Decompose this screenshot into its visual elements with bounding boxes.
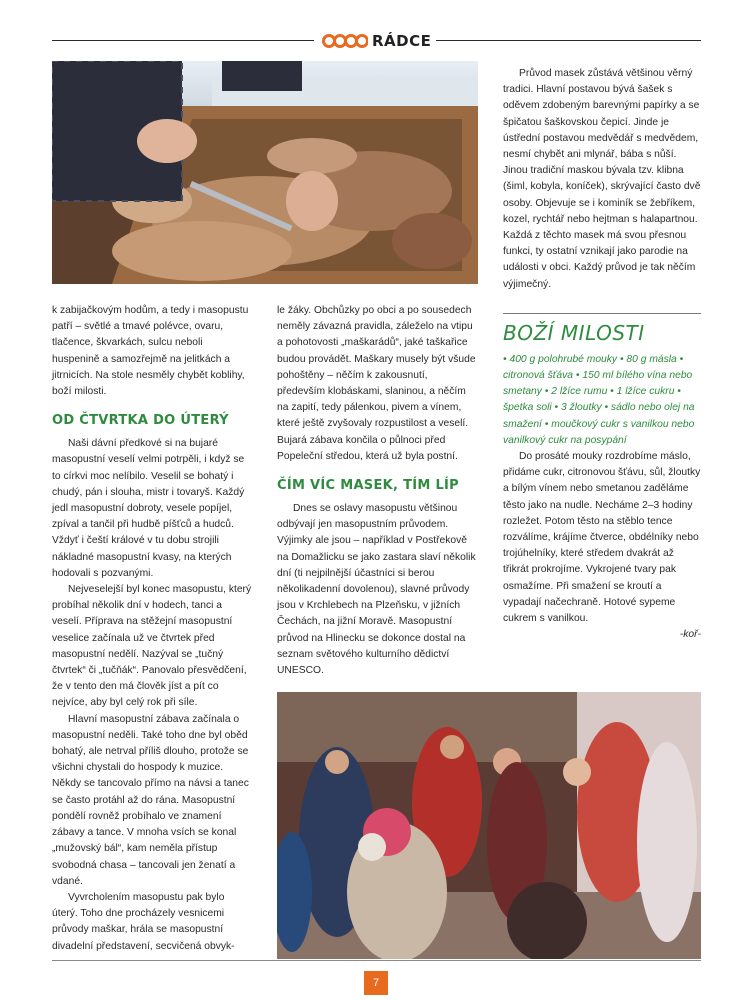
paragraph: le žáky. Obchůzky po obci a po sousedech neměly závazná pravidla, záleželo na vtipu a pohotovosti „maškarádů“, jaké taškařice budou provádět. Maškary musely být všude pohoštěny – něčím k zakousnutí, především klobáskami, slaninou, a něčím na zapití, tedy pálenkou, pivem a vínem, které ještě zvyšovaly rozpustilost a veselí. Bujará zábava končila o půlnoci před Popeleční středou, která už byla postní. xyxy=(277,305,476,462)
footer-rule xyxy=(52,960,701,961)
recipe-ingredients: • 400 g polohrubé mouky • 80 g másla • citronová šťáva • 150 ml bílého vína nebo smetany • 2 lžíce rumu • 1 lžíce cukru • špetka soli • 3 žloutky • sádlo nebo olej na smažení • moučkový cukr s vanilkou nebo vanilkový cukr na posypání xyxy=(503,353,695,446)
section-heading-od-ctvrtka: OD ČTVRTKA DO ÚTERÝ xyxy=(52,413,229,429)
paragraph: Nejveselejší byl konec masopustu, který probíhal několik dní v hodech, tanci a veselí. Příprava na stěžejní masopustní veselice začínala už ve čtvrtek před masopustní nedělí. Nazýval se „tučný čtvrtek“ či „tučňák“. Panovalo přesvědčení, že v tento den má člověk jíst a pít co nejvíce, aby byl celý rok při síle. xyxy=(52,584,252,709)
paragraph: Průvod masek zůstává většinou věrný tradici. Hlavní postavou bývá šašek s oděvem zdobeným barevnými papírky a se špičatou šaškovskou čepicí. Jinde je ústřední postavou medvědář s medvědem, nesmí chybět ani mlynář, bába s nůší. Jinou tradiční maskou bývala tzv. klibna (šiml, kobyla, koníček), skrývající často dvě osoby. Objevuje se i kominík se žebříkem, kozel, rychtář nebo hejtman s halapartnou. Každá z těchto masek má svou přesnou funkci, ty ostatní vznikají jako parodie na události v obci. Každý průvod je tak něčím výjimečný. xyxy=(503,68,701,290)
paragraph: Dnes se oslavy masopustu většinou odbývají jen masopustním průvodem. Výjimky ale jsou – například v Postřekově na Domažlicku se jako zastara slaví několik dní (ti nejpilnější účastníci si berou několikadenní dovolenou), slavné průvody jsou v Krchlebech na Plzeňsku, v jižních Čechách, na jižní Moravě. Masopustní průvod na Hlinecku se dokonce dostal na seznam světového kulturního dědictví UNESCO. xyxy=(277,503,476,677)
author-signature: -koř- xyxy=(679,629,701,641)
column-1 xyxy=(52,303,252,955)
section-heading-cim-vic-masek: ČÍM VÍC MASEK, TÍM LÍP xyxy=(277,478,459,494)
paragraph: Naši dávní předkové si na bujaré masopustní veselí velmi potrpěli, i když se to církvi moc nelíbilo. Veselil se bohatý i chudý, pán i slouha, mistr i tovaryš. Každý jedl masopustní dobroty, vesele popíjel, zpíval a tančil při hudbě píšťců a hudců. Vždyť i čeští králové v tu dobu strojili nákladné masopustní kvasy, na kterých hodovali s pozvanými. xyxy=(52,438,245,579)
header-rule-left xyxy=(52,40,314,41)
coop-radce-logo xyxy=(322,30,432,52)
recipe-title: BOŽÍ MILOSTI xyxy=(503,320,645,345)
coop-logo-icon xyxy=(322,30,368,52)
column-3 xyxy=(503,66,701,644)
paragraph: Hlavní masopustní zábava začínala o masopustní neděli. Také toho dne byl oběd bohatý, ale netrval příliš dlouho, protože se všichni chystali do hospody k muzice. Někdy se tancovalo přímo na návsi a tanec se často protáhl až do rána. Masopustní pondělí rovněž probíhalo ve znamení zábavy a tance. V mnoha vsích se konal „mužovský bál“, kam neměla přístup svobodná chasa – tancovali jen ženatí a vdané. xyxy=(52,713,249,887)
page-header xyxy=(0,0,754,60)
paragraph: Vyvrcholením masopustu pak bylo úterý. Toho dne procházely vesnicemi průvody maškar, hrála se masopustní divadelní představení, secvičená obvyk- xyxy=(52,891,235,952)
paragraph: k zabijačkovým hodům, a tedy i masopustu patří – světlé a tmavé polévce, ovaru, tlačence, škvarkách, sulcu neboli huspenině a samozřejmě na jelitkách a jitrnicích. Na stole nesměly chybět koblihy, boží milosti. xyxy=(52,305,249,398)
carnival-procession-photo xyxy=(277,692,701,959)
meat-cutting-photo xyxy=(52,61,478,284)
header-rule-right xyxy=(436,40,701,41)
recipe-box xyxy=(503,313,701,644)
header-brand: RÁDCE xyxy=(372,32,432,50)
page-number: 7 xyxy=(364,971,388,995)
column-2 xyxy=(277,303,477,679)
recipe-method: Do prosáté mouky rozdrobíme máslo, přidáme cukr, citronovou šťávu, sůl, žloutky a bílým vínem nebo smetanou zaděláme těsto jako na nudle. Necháme 2–3 hodiny rozležet. Potom těsto na stěblo tence rozválíme, krájíme čtverce, obdélníky nebo trojúhelníky, které středem dvakrát až třikrát prokrojíme. Vykrojené tvary pak osmažíme. Při smažení se kroutí a vypadají načechraně. Hotové sypeme cukrem s vanilkou. xyxy=(503,451,701,625)
